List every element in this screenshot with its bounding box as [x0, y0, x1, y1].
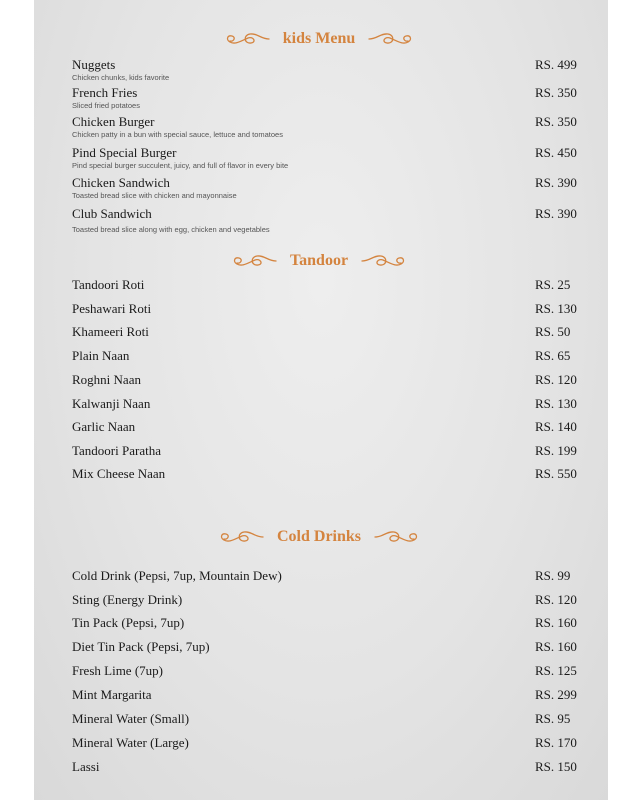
right-flourish-icon	[373, 529, 419, 545]
item-price: RS. 130	[535, 301, 577, 316]
section-title-kids-menu	[0, 29, 638, 49]
item-price: RS. 120	[535, 372, 577, 387]
item-price: RS. 95	[535, 711, 571, 726]
item-name: Plain Naan	[72, 348, 130, 363]
item-name: Tin Pack (Pepsi, 7up)	[72, 615, 185, 630]
item-name: Mix Cheese Naan	[72, 466, 166, 481]
item-price: RS. 199	[535, 443, 577, 458]
item-name: Mint Margarita	[72, 687, 152, 702]
item-name: Diet Tin Pack (Pepsi, 7up)	[72, 639, 210, 654]
item-price: RS. 65	[535, 348, 571, 363]
item-price: RS. 450	[535, 145, 577, 160]
left-flourish-icon	[225, 31, 271, 47]
item-price: RS. 150	[535, 759, 577, 774]
item-name: Fresh Lime (7up)	[72, 663, 163, 678]
item-name: Garlic Naan	[72, 419, 136, 434]
item-price: RS. 160	[535, 615, 577, 630]
item-name: Cold Drink (Pepsi, 7up, Mountain Dew)	[72, 568, 282, 583]
item-name: Roghni Naan	[72, 372, 141, 387]
item-price: RS. 350	[535, 114, 577, 129]
right-flourish-icon	[360, 253, 406, 269]
item-name: Tandoori Paratha	[72, 443, 161, 458]
item-price: RS. 390	[535, 175, 577, 190]
item-description: Pind special burger succulent, juicy, and full of flavor in every bite	[72, 161, 289, 170]
item-price: RS. 130	[535, 396, 577, 411]
item-description: Toasted bread slice along with egg, chicken and vegetables	[72, 225, 270, 234]
item-name: Chicken Burger	[72, 114, 155, 129]
item-price: RS. 350	[535, 85, 577, 100]
item-name: Tandoori Roti	[72, 277, 145, 292]
item-name: Nuggets	[72, 57, 116, 72]
item-name: French Fries	[72, 85, 138, 100]
item-name: Peshawari Roti	[72, 301, 152, 316]
item-name: Kalwanji Naan	[72, 396, 151, 411]
left-flourish-icon	[232, 253, 278, 269]
item-name: Mineral Water (Small)	[72, 711, 190, 726]
item-description: Chicken patty in a bun with special sauce, lettuce and tomatoes	[72, 130, 283, 139]
item-price: RS. 499	[535, 57, 577, 72]
item-name: Mineral Water (Large)	[72, 735, 189, 750]
item-price: RS. 299	[535, 687, 577, 702]
section-title-text: Cold Drinks	[276, 528, 362, 545]
item-name: Lassi	[72, 759, 100, 774]
item-name: Khameeri Roti	[72, 324, 149, 339]
left-flourish-icon	[219, 529, 265, 545]
item-price: RS. 390	[535, 206, 577, 221]
item-description: Chicken chunks, kids favorite	[72, 73, 170, 82]
right-flourish-icon	[367, 31, 413, 47]
item-price: RS. 140	[535, 419, 577, 434]
section-title-tandoor	[0, 251, 638, 271]
item-price: RS. 120	[535, 592, 577, 607]
item-price: RS. 125	[535, 663, 577, 678]
item-price: RS. 160	[535, 639, 577, 654]
item-price: RS. 550	[535, 466, 577, 481]
item-name: Chicken Sandwich	[72, 175, 170, 190]
item-description: Toasted bread slice with chicken and mayonnaise	[72, 191, 237, 200]
item-price: RS. 25	[535, 277, 571, 292]
item-description: Sliced fried potatoes	[72, 101, 140, 110]
item-price: RS. 99	[535, 568, 571, 583]
item-price: RS. 50	[535, 324, 571, 339]
item-name: Sting (Energy Drink)	[72, 592, 183, 607]
section-title-text: Tandoor	[289, 252, 349, 269]
section-title-cold-drinks	[0, 527, 638, 547]
item-name: Club Sandwich	[72, 206, 152, 221]
item-name: Pind Special Burger	[72, 145, 177, 160]
item-price: RS. 170	[535, 735, 577, 750]
section-title-text: kids Menu	[282, 30, 356, 47]
